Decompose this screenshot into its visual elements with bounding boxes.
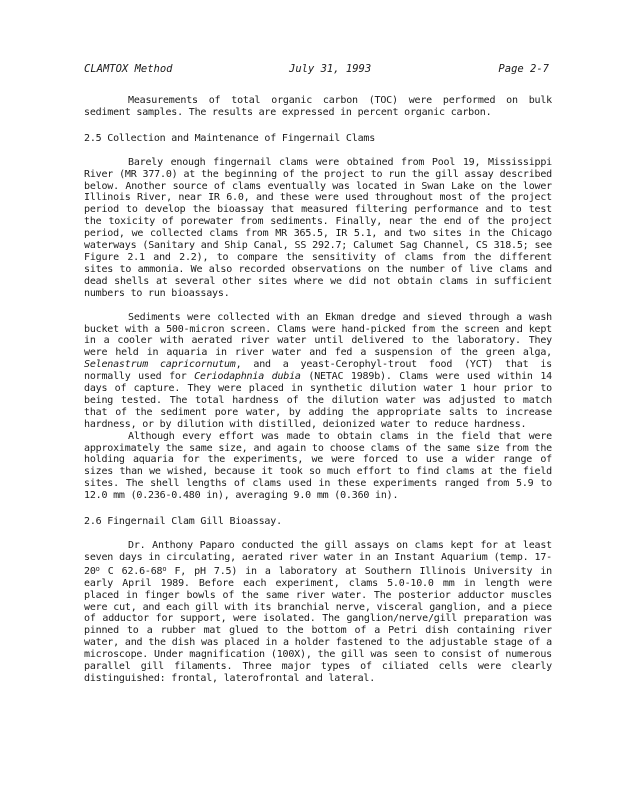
- collection-paragraph-2: [84, 312, 552, 431]
- species-name: Selenastrum capricornutum: [84, 359, 236, 371]
- paragraph-text: Sediments were collected with an Ekman dredge and sieved through a wash bucket with a 500-micron screen. Clams were hand-picked from the screen and kept in a cooler with aerated river water until delivered to the laboratory. They were held in aquaria in river water and fed a suspension of the green alga,: [84, 311, 552, 359]
- collection-paragraph-1: Barely enough fingernail clams were obtained from Pool 19, Mississippi River (MR 377.0) at the beginning of the project to run the gill assay described below. Another source of clams eventually was located in Swan Lake on the lower Illinois River, near IR 6.0, and these were used throughout most of the project period to develop the bioassay that measured filtering performance and to test the toxicity of porewater from sediments. Finally, near the end of the project period, we collected clams from MR 365.5, IR 5.1, and two sites in the Chicago waterways (Sanitary and Ship Canal, SS 292.7; Calumet Sag Channel, CS 318.5; see Figure 2.1 and 2.2), to compare the sensitivity of clams from the different sites to ammonia. We also recorded observations on the number of live clams and dead shells at several other sites where we did not obtain clams in sufficient numbers to run bioassays.: [84, 156, 552, 299]
- section-heading-collection: 2.5 Collection and Maintenance of Fingernail Clams: [84, 132, 376, 144]
- document-body: [84, 95, 552, 685]
- paragraph-text: F, pH 7.5) in a laboratory at Southern Illinois University in early April 1989. Before each experiment, clams 5.0-10.0 mm in length were placed in finger bowls of the same river water. The posterior adductor muscles were cut, and each gill with its branchial nerve, visceral ganglion, and a piece of adductor for support, were isolated. The ganglion/nerve/gill preparation was pinned to a rubber mat glued to the bottom of a Petri dish containing river water, and the dish was placed in a holder fastened to the adjustable stage of a microscope. Under magnification (100X), the gill was seen to consist of numerous parallel gill filaments. Three major types of ciliated cells were clearly distinguished: frontal, laterofrontal and lateral.: [84, 565, 552, 684]
- header-document-title: CLAMTOX Method: [84, 63, 173, 75]
- gill-bioassay-paragraph: [84, 540, 552, 685]
- degree-superscript: o: [162, 564, 167, 573]
- paragraph-text: (NETAC 1989b). Clams were used within 14 days of capture. They were placed in synthetic dilution water 1 hour prior to being tested. The total hardness of the dilution water was adjusted to match that of the sediment pore water, by adding the appropriate salts to increase hardness, or by dilution with distilled, deionized water to reduce hardness.: [84, 371, 552, 430]
- degree-superscript: o: [95, 564, 100, 573]
- paragraph-text: Dr. Anthony Paparo conducted the gill assays on clams kept for at least seven days in circulating, aerated river water in an Instant Aquarium (temp. 17-20: [84, 540, 552, 577]
- page-header: [84, 63, 549, 77]
- species-name: Ceriodaphnia dubia: [194, 371, 301, 383]
- paragraph-text: , and a yeast-Cerophyl-trout food (YCT) that is normally used for: [84, 359, 552, 383]
- collection-paragraph-3: Although every effort was made to obtain clams in the field that were approximately the same size, and again to choose clams of the same size from the holding aquaria for the experiments, we were forced to use a wider range of sizes than we wished, because it took so much effort to find clams at the field sites. The shell lengths of clams used in these experiments ranged from 5.9 to 12.0 mm (0.236-0.480 in), averaging 9.0 mm (0.360 in).: [84, 430, 552, 502]
- paragraph-text: C 62.6-68: [99, 565, 163, 577]
- intro-paragraph: Measurements of total organic carbon (TOC) were performed on bulk sediment samples. The results are expressed in percent organic carbon.: [84, 95, 552, 118]
- header-page-number: Page 2-7: [498, 63, 549, 75]
- header-date: July 31, 1993: [289, 63, 372, 75]
- section-heading-gill-bioassay: 2.6 Fingernail Clam Gill Bioassay.: [84, 516, 282, 528]
